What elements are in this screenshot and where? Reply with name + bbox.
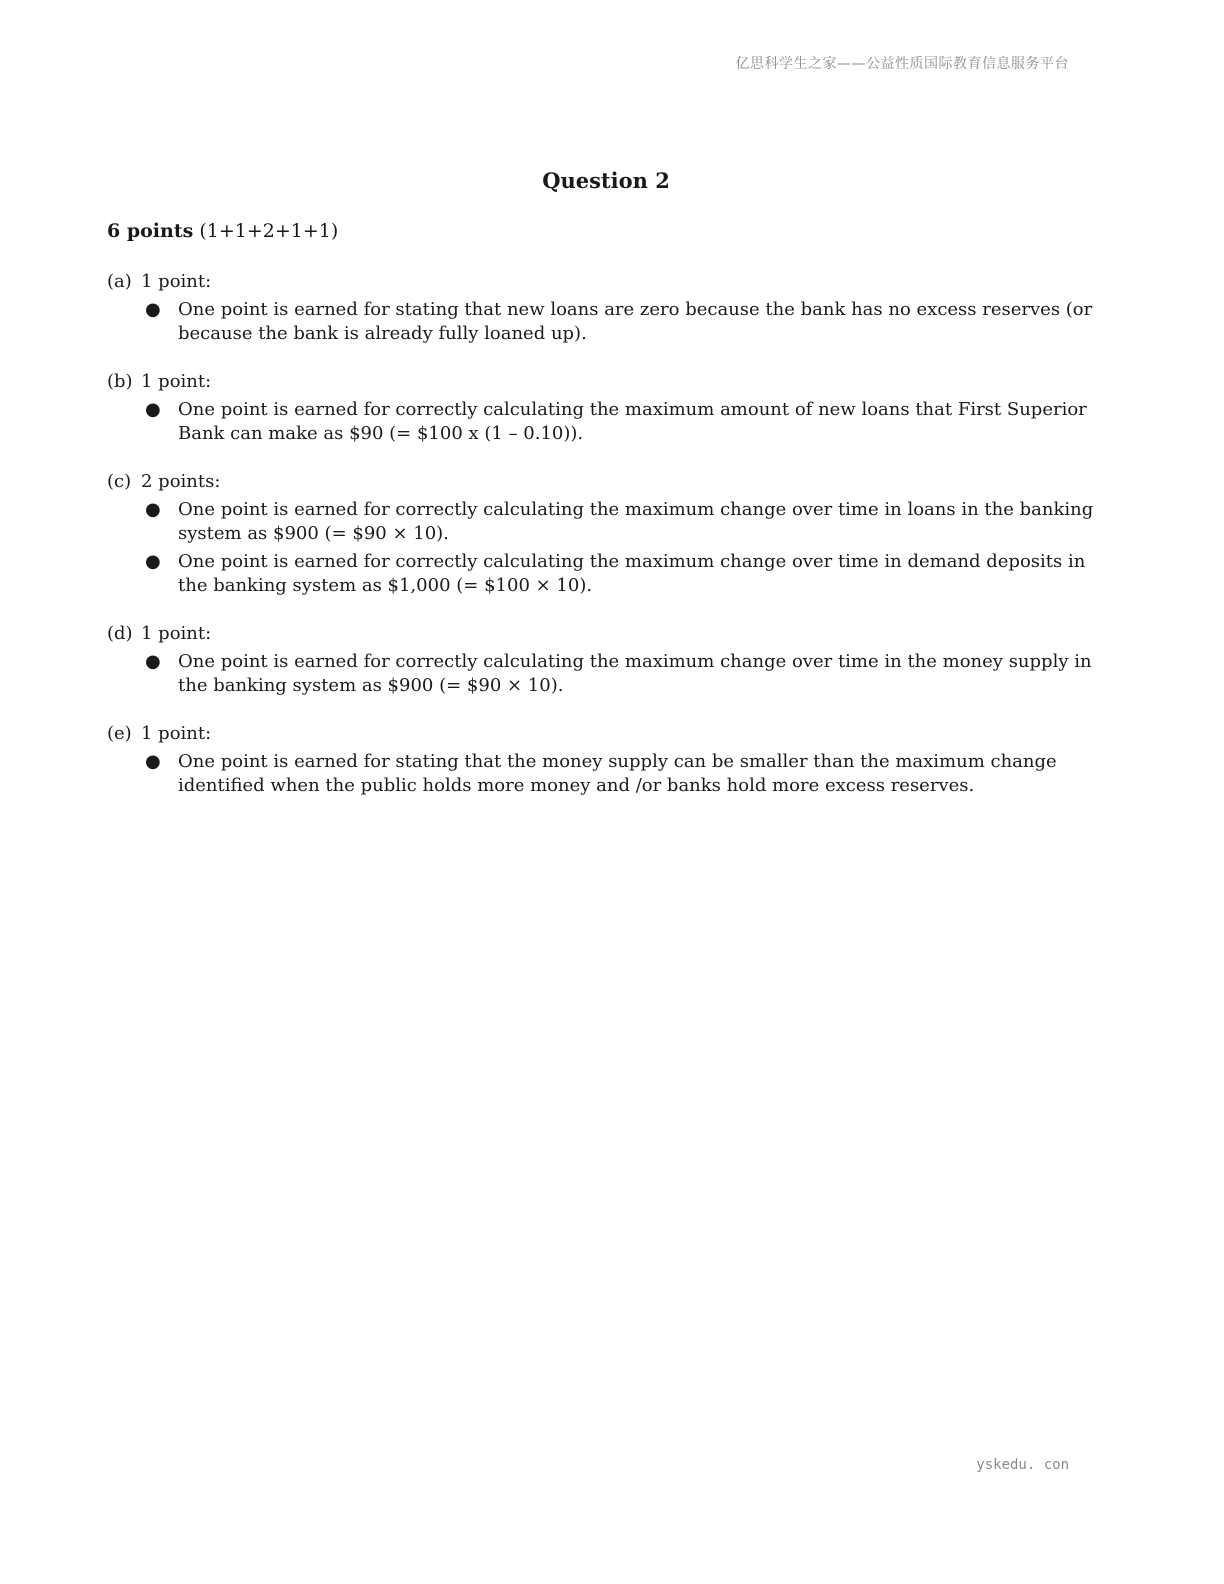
bullet-text: One point is earned for stating that new loans are zero because the bank has no excess reserves (or because the bank is already fully loaned up). [178, 299, 1093, 344]
points-breakdown: (1+1+2+1+1) [199, 220, 339, 242]
bullet-text: One point is earned for correctly calculating the maximum change over time in demand deposits in the banking system as $1,000 (= $100 × 10). [178, 551, 1086, 596]
bullet-text: One point is earned for correctly calculating the maximum amount of new loans that First Superior Bank can make as $90 (= $100 x (1 – 0.10)). [178, 399, 1087, 444]
scoring-part [107, 270, 1107, 346]
bullet-dot-icon: ● [145, 551, 161, 572]
bullet-list [107, 750, 1107, 798]
bullet-list [107, 498, 1107, 598]
part-points: 1 point: [141, 271, 212, 292]
part-header [107, 470, 1107, 494]
bullet-dot-icon: ● [145, 299, 161, 320]
bullet-dot-icon: ● [145, 399, 161, 420]
part-points: 2 points: [141, 471, 221, 492]
points-summary [107, 220, 338, 242]
bullet-item [107, 550, 1107, 598]
part-points: 1 point: [141, 371, 212, 392]
scoring-part [107, 622, 1107, 698]
part-letter: (e) [107, 723, 132, 744]
bullet-text: One point is earned for correctly calculating the maximum change over time in the money supply in the banking system as $900 (= $90 × 10). [178, 651, 1092, 696]
bullet-item [107, 750, 1107, 798]
bullet-dot-icon: ● [145, 651, 161, 672]
watermark-footer: yskedu. con [976, 1457, 1069, 1473]
bullet-text: One point is earned for stating that the money supply can be smaller than the maximum change identified when the public holds more money and /or banks hold more excess reserves. [178, 751, 1057, 796]
part-letter: (c) [107, 471, 132, 492]
watermark-header: 亿思科学生之家——公益性质国际教育信息服务平台 [735, 56, 1069, 72]
part-points: 1 point: [141, 623, 212, 644]
bullet-dot-icon: ● [145, 751, 161, 772]
scoring-parts [107, 270, 1107, 822]
bullet-list [107, 398, 1107, 446]
scoring-part [107, 722, 1107, 798]
part-header [107, 722, 1107, 746]
bullet-item [107, 498, 1107, 546]
bullet-item [107, 650, 1107, 698]
part-points: 1 point: [141, 723, 212, 744]
part-header [107, 622, 1107, 646]
part-letter: (d) [107, 623, 133, 644]
part-header [107, 370, 1107, 394]
bullet-dot-icon: ● [145, 499, 161, 520]
part-letter: (b) [107, 371, 133, 392]
bullet-item [107, 398, 1107, 446]
bullet-list [107, 650, 1107, 698]
scoring-part [107, 470, 1107, 598]
points-total: 6 points [107, 220, 194, 242]
scoring-part [107, 370, 1107, 446]
bullet-item [107, 298, 1107, 346]
bullet-text: One point is earned for correctly calculating the maximum change over time in loans in the banking system as $900 (= $90 × 10). [178, 499, 1094, 544]
part-letter: (a) [107, 271, 132, 292]
question-title: Question 2 [542, 168, 670, 193]
bullet-list [107, 298, 1107, 346]
part-header [107, 270, 1107, 294]
